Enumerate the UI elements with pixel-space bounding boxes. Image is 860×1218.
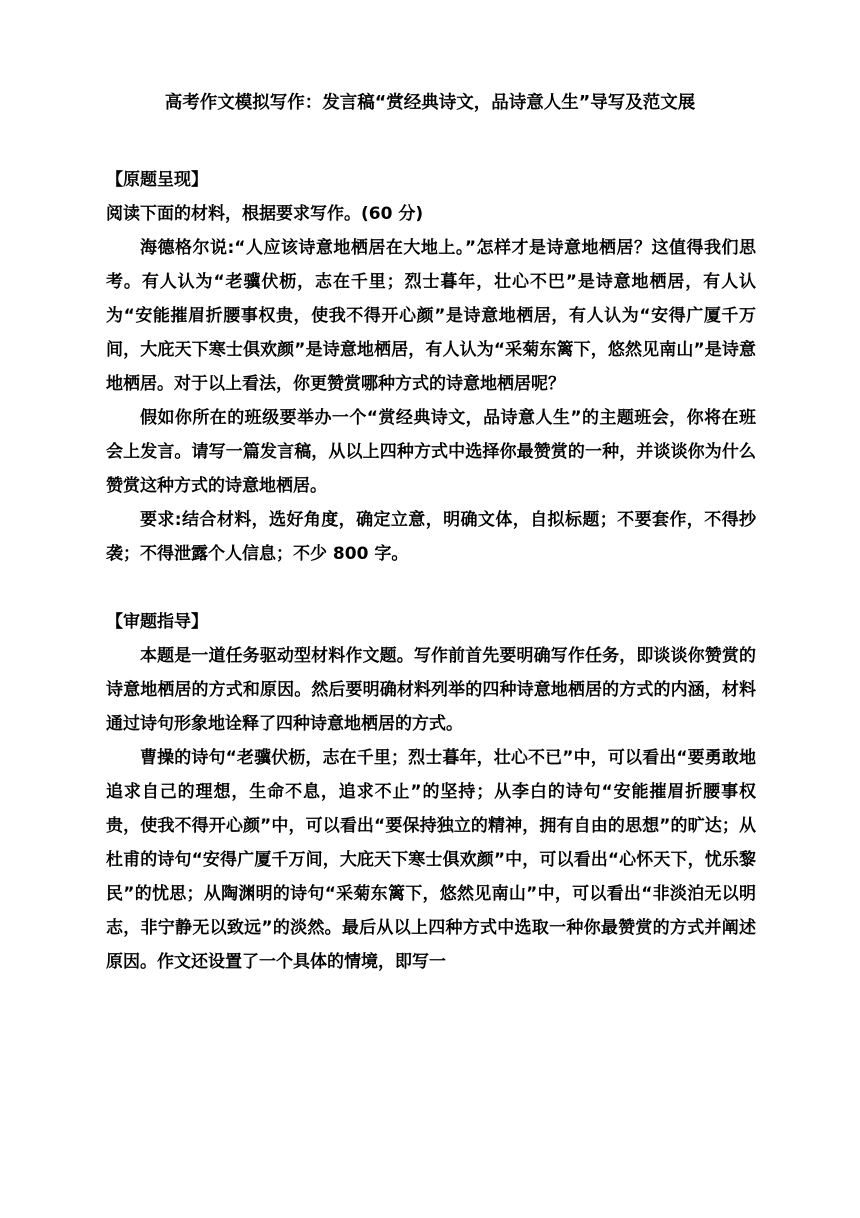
material-paragraph: 海德格尔说:“人应该诗意地栖居在大地上。”怎样才是诗意地栖居？这值得我们思考。有人认为“老骥伏枥，志在千里；烈士暮年，壮心不巴”是诗意地栖居，有人认为“安能摧眉折腰事权贵，使我不得开心颜”是诗意地栖居，有人认为“安得广厦千万间，大庇天下寒士俱欢颜”是诗意地栖居，有人认为“采菊东篱下，悠然见南山”是诗意地栖居。对于以上看法，你更赞赏哪种方式的诗意地栖居呢？ xyxy=(106,238,756,394)
requirements-paragraph: 要求:结合材料，选好角度，确定立意，明确文体，自拟标题；不要套作，不得抄袭；不得泄露个人信息；不少 800 字。 xyxy=(106,510,756,564)
document-title: 高考作文模拟写作：发言稿“赏经典诗文，品诗意人生”导写及范文展 xyxy=(164,93,696,113)
document-body xyxy=(106,163,756,979)
guidance-paragraph: 曹操的诗句“老骥伏枥，志在千里；烈士暮年，壮心不已”中，可以看出“要勇敢地追求自己的理想，生命不息，追求不止”的坚持；从李白的诗句“安能摧眉折腰事权贵，使我不得开心颜”中，可以看出“要保持独立的精神，拥有自由的思想”的旷达；从杜甫的诗句“安得广厦千万间，大庇天下寒士俱欢颜”中，可以看出“心怀天下，忧乐黎民”的忧思；从陶渊明的诗句“采菊东篱下，悠然见南山”中，可以看出“非淡泊无以明志，非宁静无以致远”的淡然。最后从以上四种方式中选取一种你最赞赏的方式并阐述原因。作文还设置了一个具体的情境，即写一 xyxy=(106,748,756,972)
section-heading-guidance: 【审题指导】 xyxy=(106,612,208,632)
task-intro: 阅读下面的材料，根据要求写作。(60 分) xyxy=(106,204,424,224)
section-heading-original: 【原题呈现】 xyxy=(106,170,208,190)
guidance-paragraph: 本题是一道任务驱动型材料作文题。写作前首先要明确写作任务，即谈谈你赞赏的诗意地栖居的方式和原因。然后要明确材料列举的四种诗意地栖居的方式的内涵，材料通过诗句形象地诠释了四种诗意地栖居的方式。 xyxy=(106,646,756,734)
section-spacer xyxy=(106,571,756,605)
task-paragraph: 假如你所在的班级要举办一个“赏经典诗文，品诗意人生”的主题班会，你将在班会上发言。请写一篇发言稿，从以上四种方式中选择你最赞赏的一种，并谈谈你为什么赞赏这种方式的诗意地栖居。 xyxy=(106,408,756,496)
